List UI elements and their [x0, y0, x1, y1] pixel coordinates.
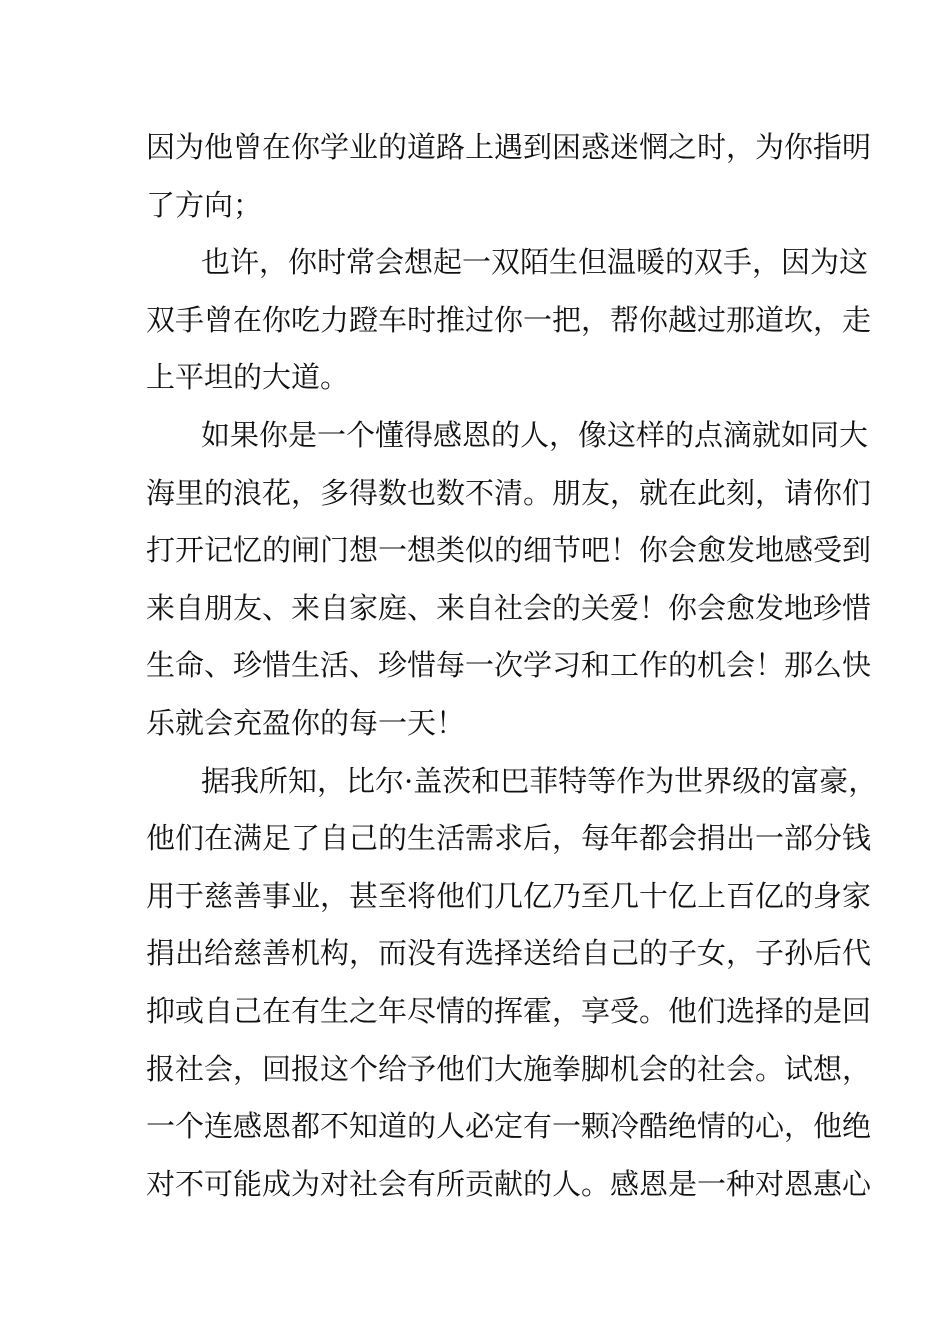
paragraph-start-line: 如果你是一个懂得感恩的人，像这样的点滴就如同大 [201, 417, 869, 452]
text-line: 打开记忆的闸门想一想类似的细节吧！你会愈发地感受到 [146, 533, 872, 568]
text-line: 用于慈善事业，甚至将他们几亿乃至几十亿上百亿的身家 [146, 878, 872, 913]
text-line: 了方向； [146, 187, 263, 222]
paragraph-start-line: 也许，你时常会想起一双陌生但温暖的双手，因为这 [201, 245, 869, 280]
text-line: 报社会，回报这个给予他们大施拳脚机会的社会。试想， [146, 1051, 872, 1086]
text-line: 他们在满足了自己的生活需求后，每年都会捐出一部分钱 [146, 821, 872, 856]
text-line: 抑或自己在有生之年尽情的挥霍，享受。他们选择的是回 [146, 993, 872, 1028]
text-line: 海里的浪花，多得数也数不清。朋友，就在此刻，请你们 [146, 475, 872, 510]
body-text [146, 119, 878, 1213]
paragraph-start-line: 据我所知，比尔·盖茨和巴菲特等作为世界级的富豪， [201, 763, 878, 798]
text-line: 生命、珍惜生活、珍惜每一次学习和工作的机会！那么快 [146, 648, 872, 683]
text-line: 因为他曾在你学业的道路上遇到困惑迷惘之时，为你指明 [146, 130, 872, 164]
text-line: 双手曾在你吃力蹬车时推过你一把，帮你越过那道坎，走 [146, 302, 872, 337]
text-line: 捐出给慈善机构，而没有选择送给自己的子女，子孙后代 [146, 936, 872, 971]
text-line: 对不可能成为对社会有所贡献的人。感恩是一种对恩惠心 [146, 1166, 872, 1201]
text-line: 乐就会充盈你的每一天！ [146, 705, 466, 740]
text-line: 上平坦的大道。 [146, 360, 350, 395]
text-line: 一个连感恩都不知道的人必定有一颗冷酷绝情的心，他绝 [146, 1109, 872, 1144]
text-line: 来自朋友、来自家庭、来自社会的关爱！你会愈发地珍惜 [146, 590, 872, 625]
